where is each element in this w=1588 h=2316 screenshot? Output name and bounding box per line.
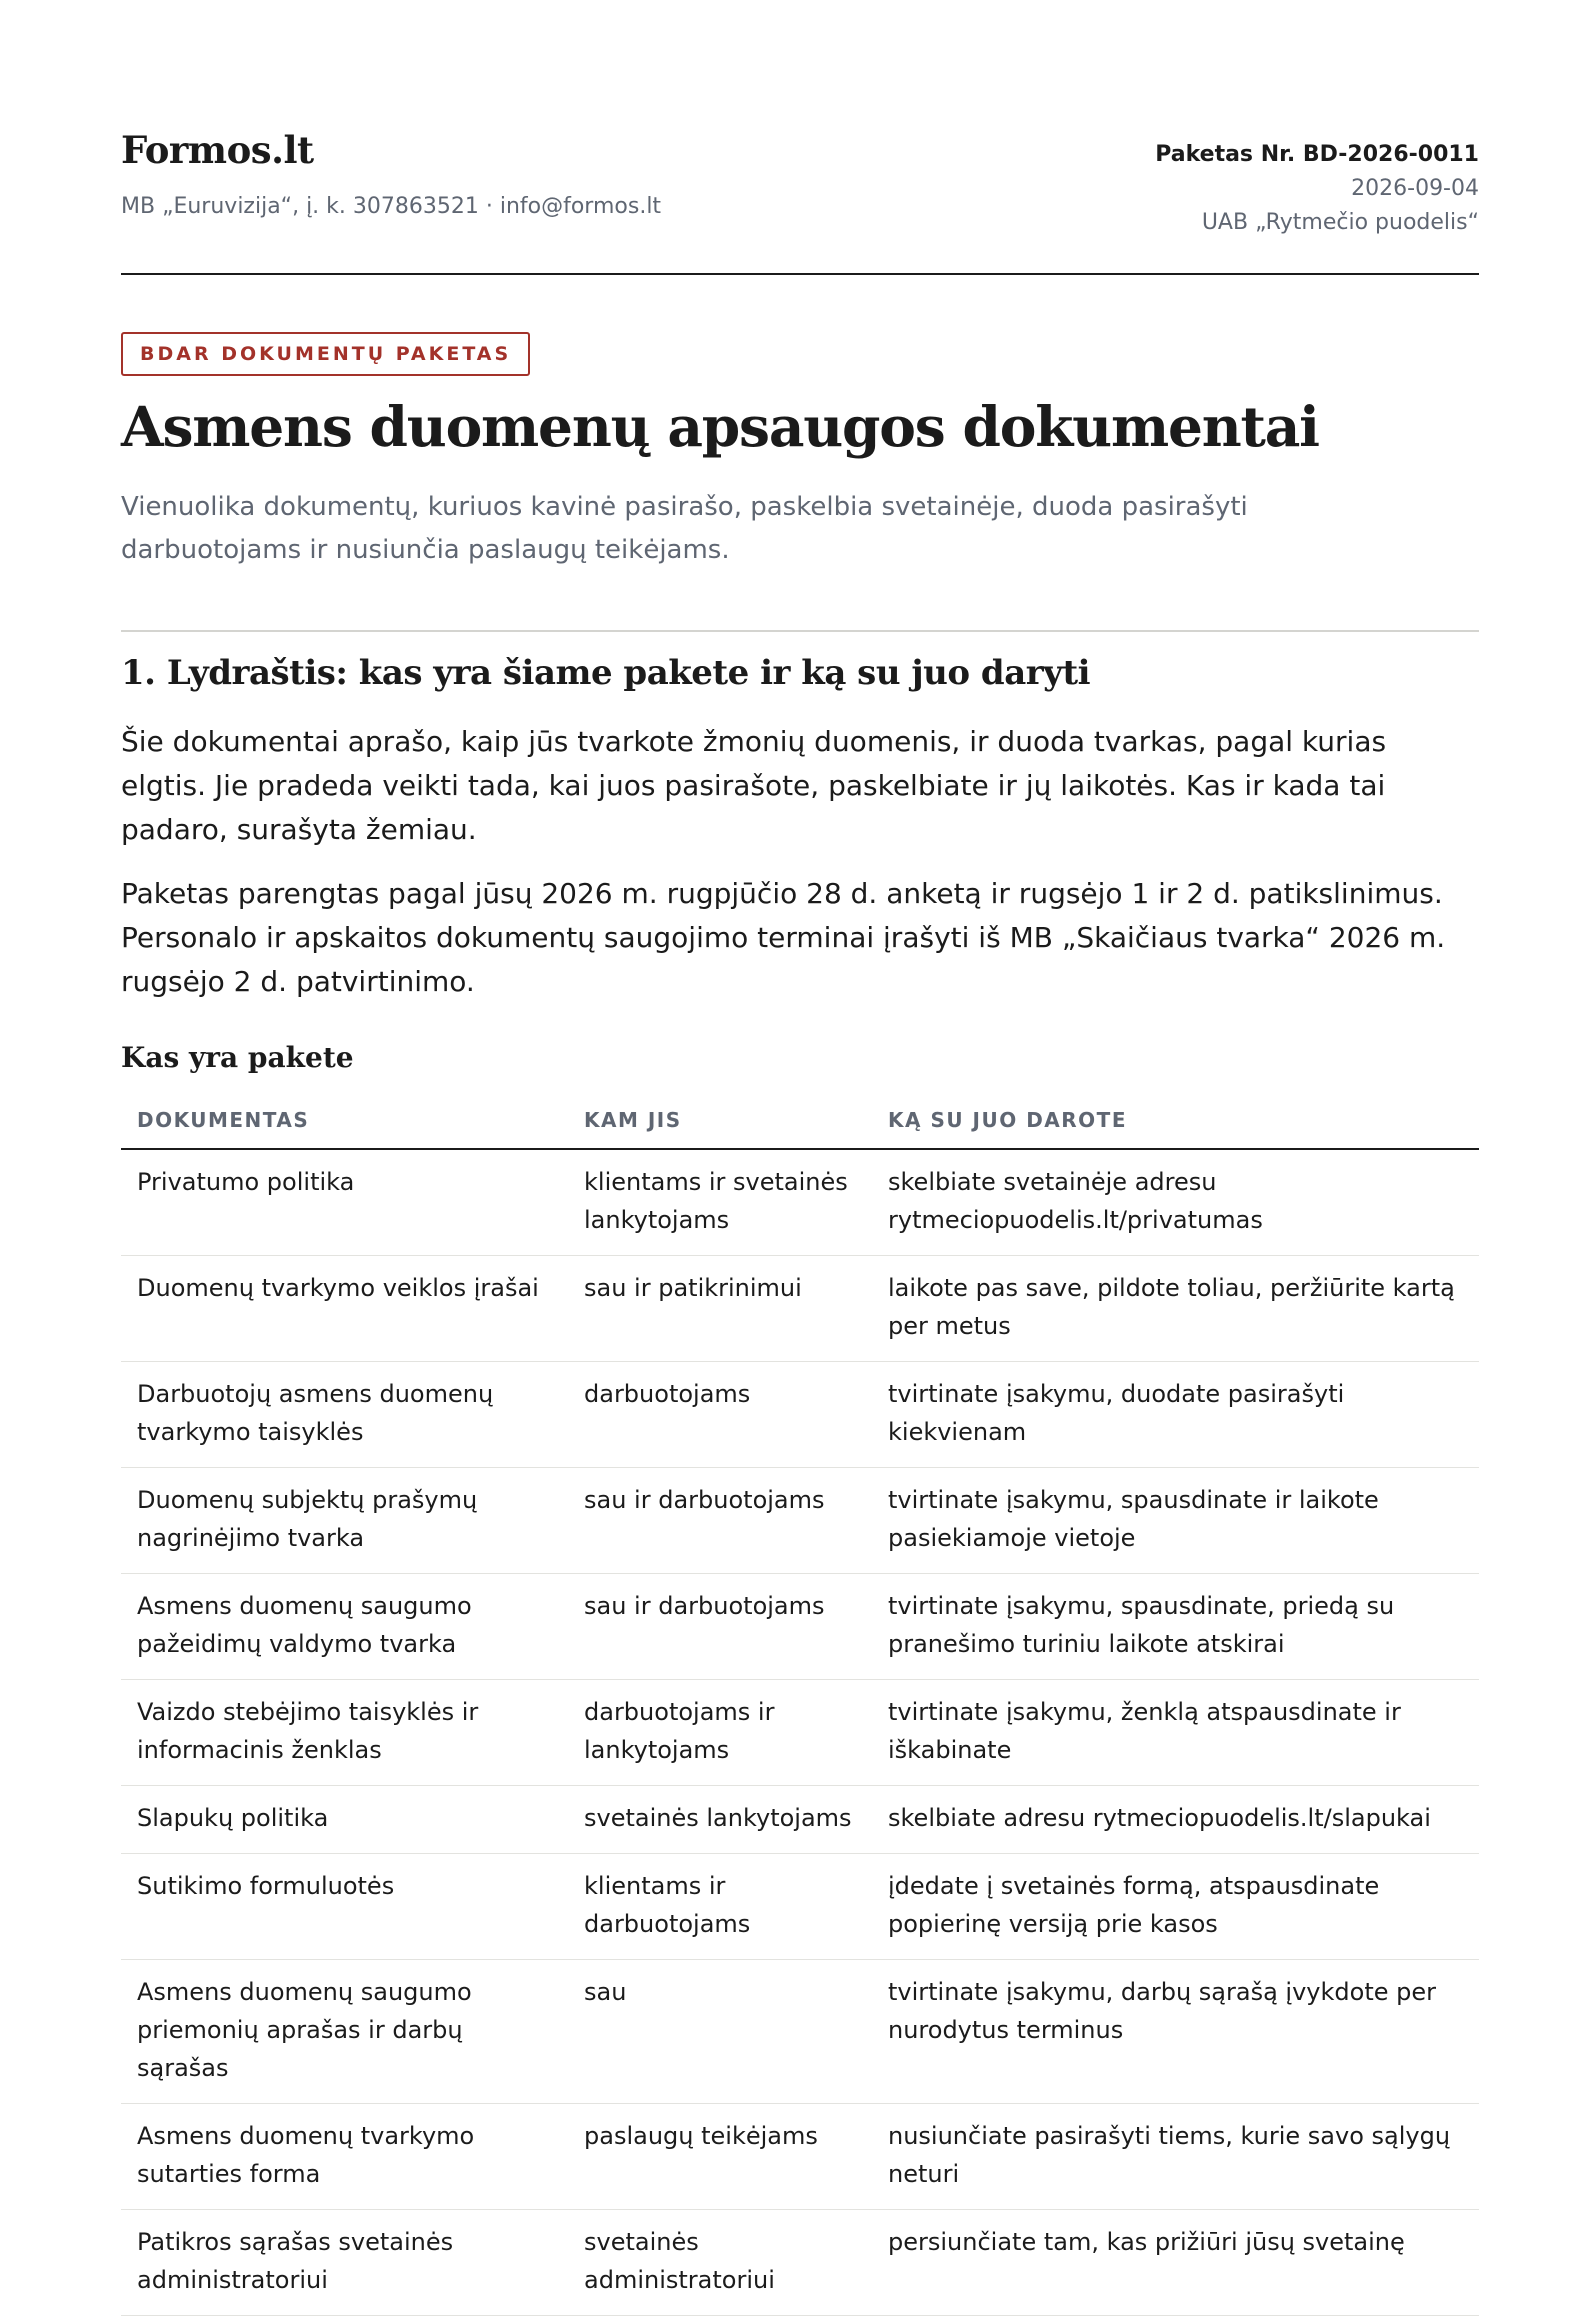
table-heading: Kas yra pakete: [121, 1041, 354, 1074]
cell-action: skelbiate svetainėje adresu rytmeciopuodelis.lt/privatumas: [872, 1149, 1479, 1256]
documents-table: [121, 1092, 1479, 2316]
cell-audience: darbuotojams ir lankytojams: [568, 1680, 872, 1786]
cell-document: Sutikimo formuluotės: [121, 1854, 568, 1960]
cell-audience: svetainės lankytojams: [568, 1786, 872, 1854]
document-page: [121, 0, 1479, 2294]
section-paragraph-2: Paketas parengtas pagal jūsų 2026 m. rugpjūčio 28 d. anketą ir rugsėjo 1 ir 2 d. patikslinimus. Personalo ir apskaitos dokumentų saugojimo terminai įrašyti iš MB „Skaičiaus tvarka“ 2026 m. rugsėjo 2 d. patvirtinimo.: [121, 877, 1446, 998]
table-row: [121, 1960, 1479, 2104]
cell-document: Asmens duomenų tvarkymo sutarties forma: [121, 2104, 568, 2210]
lead-text: Vienuolika dokumentų, kuriuos kavinė pasirašo, paskelbia svetainėje, duoda pasirašyti darbuotojams ir nusiunčia paslaugų teikėjams.: [121, 492, 1248, 565]
cell-document: Darbuotojų asmens duomenų tvarkymo taisyklės: [121, 1362, 568, 1468]
section-heading: 1. Lydraštis: kas yra šiame pakete ir ką su juo daryti: [121, 653, 1091, 693]
cell-audience: sau ir darbuotojams: [568, 1468, 872, 1574]
cell-document: Slapukų politika: [121, 1786, 568, 1854]
table-row: [121, 1680, 1479, 1786]
cell-action: persiunčiate tam, kas prižiūri jūsų svetainę: [872, 2210, 1479, 2316]
cell-action: tvirtinate įsakymu, spausdinate ir laikote pasiekiamoje vietoje: [872, 1468, 1479, 1574]
cell-document: Duomenų subjektų prašymų nagrinėjimo tvarka: [121, 1468, 568, 1574]
table-header-row: [121, 1092, 1479, 1149]
column-header-audience: KAM JIS: [568, 1092, 872, 1149]
cell-action: įdedate į svetainės formą, atspausdinate popierinę versiją prie kasos: [872, 1854, 1479, 1960]
page-title: Asmens duomenų apsaugos dokumentai: [121, 394, 1319, 459]
cell-audience: sau: [568, 1960, 872, 2104]
cell-action: laikote pas save, pildote toliau, peržiūrite kartą per metus: [872, 1256, 1479, 1362]
company-details: MB „Euruvizija“, į. k. 307863521 · info@formos.lt: [121, 194, 662, 219]
cell-audience: klientams ir darbuotojams: [568, 1854, 872, 1960]
client-name: UAB „Rytmečio puodelis“: [1201, 210, 1479, 235]
cell-audience: sau ir darbuotojams: [568, 1574, 872, 1680]
cell-audience: darbuotojams: [568, 1362, 872, 1468]
cell-document: Asmens duomenų saugumo pažeidimų valdymo tvarka: [121, 1574, 568, 1680]
brand-logo: Formos.lt: [121, 128, 314, 172]
table-row: [121, 1468, 1479, 1574]
cell-document: Patikros sąrašas svetainės administratoriui: [121, 2210, 568, 2316]
column-header-action: KĄ SU JUO DAROTE: [872, 1092, 1479, 1149]
table-row: [121, 1786, 1479, 1854]
cell-audience: sau ir patikrinimui: [568, 1256, 872, 1362]
divider: [121, 630, 1479, 632]
package-number: Paketas Nr. BD-2026-0011: [1155, 142, 1479, 167]
table-row: [121, 1574, 1479, 1680]
package-type-badge: BDAR DOKUMENTŲ PAKETAS: [121, 332, 530, 376]
package-date: 2026-09-04: [1351, 176, 1479, 201]
cell-action: skelbiate adresu rytmeciopuodelis.lt/slapukai: [872, 1786, 1479, 1854]
package-meta: [1155, 138, 1479, 240]
table-row: [121, 1854, 1479, 1960]
table-row: [121, 2104, 1479, 2210]
letterhead: [121, 0, 1479, 275]
table-row: [121, 1256, 1479, 1362]
cell-action: tvirtinate įsakymu, spausdinate, priedą su pranešimo turiniu laikote atskirai: [872, 1574, 1479, 1680]
table-row: [121, 1362, 1479, 1468]
cell-audience: paslaugų teikėjams: [568, 2104, 872, 2210]
cell-action: tvirtinate įsakymu, duodate pasirašyti kiekvienam: [872, 1362, 1479, 1468]
table-row: [121, 1149, 1479, 1256]
cell-document: Asmens duomenų saugumo priemonių aprašas ir darbų sąrašas: [121, 1960, 568, 2104]
cell-action: nusiunčiate pasirašyti tiems, kurie savo sąlygų neturi: [872, 2104, 1479, 2210]
table-row: [121, 2210, 1479, 2316]
cell-action: tvirtinate įsakymu, ženklą atspausdinate ir iškabinate: [872, 1680, 1479, 1786]
cell-action: tvirtinate įsakymu, darbų sąrašą įvykdote per nurodytus terminus: [872, 1960, 1479, 2104]
cell-document: Duomenų tvarkymo veiklos įrašai: [121, 1256, 568, 1362]
cell-audience: svetainės administratoriui: [568, 2210, 872, 2316]
cell-document: Privatumo politika: [121, 1149, 568, 1256]
column-header-document: DOKUMENTAS: [121, 1092, 568, 1149]
section-paragraph-1: Šie dokumentai aprašo, kaip jūs tvarkote žmonių duomenis, ir duoda tvarkas, pagal kurias elgtis. Jie pradeda veikti tada, kai juos pasirašote, paskelbiate ir jų laikotės. Kas ir kada tai padaro, surašyta žemiau.: [121, 725, 1387, 846]
cell-document: Vaizdo stebėjimo taisyklės ir informacinis ženklas: [121, 1680, 568, 1786]
cell-audience: klientams ir svetainės lankytojams: [568, 1149, 872, 1256]
